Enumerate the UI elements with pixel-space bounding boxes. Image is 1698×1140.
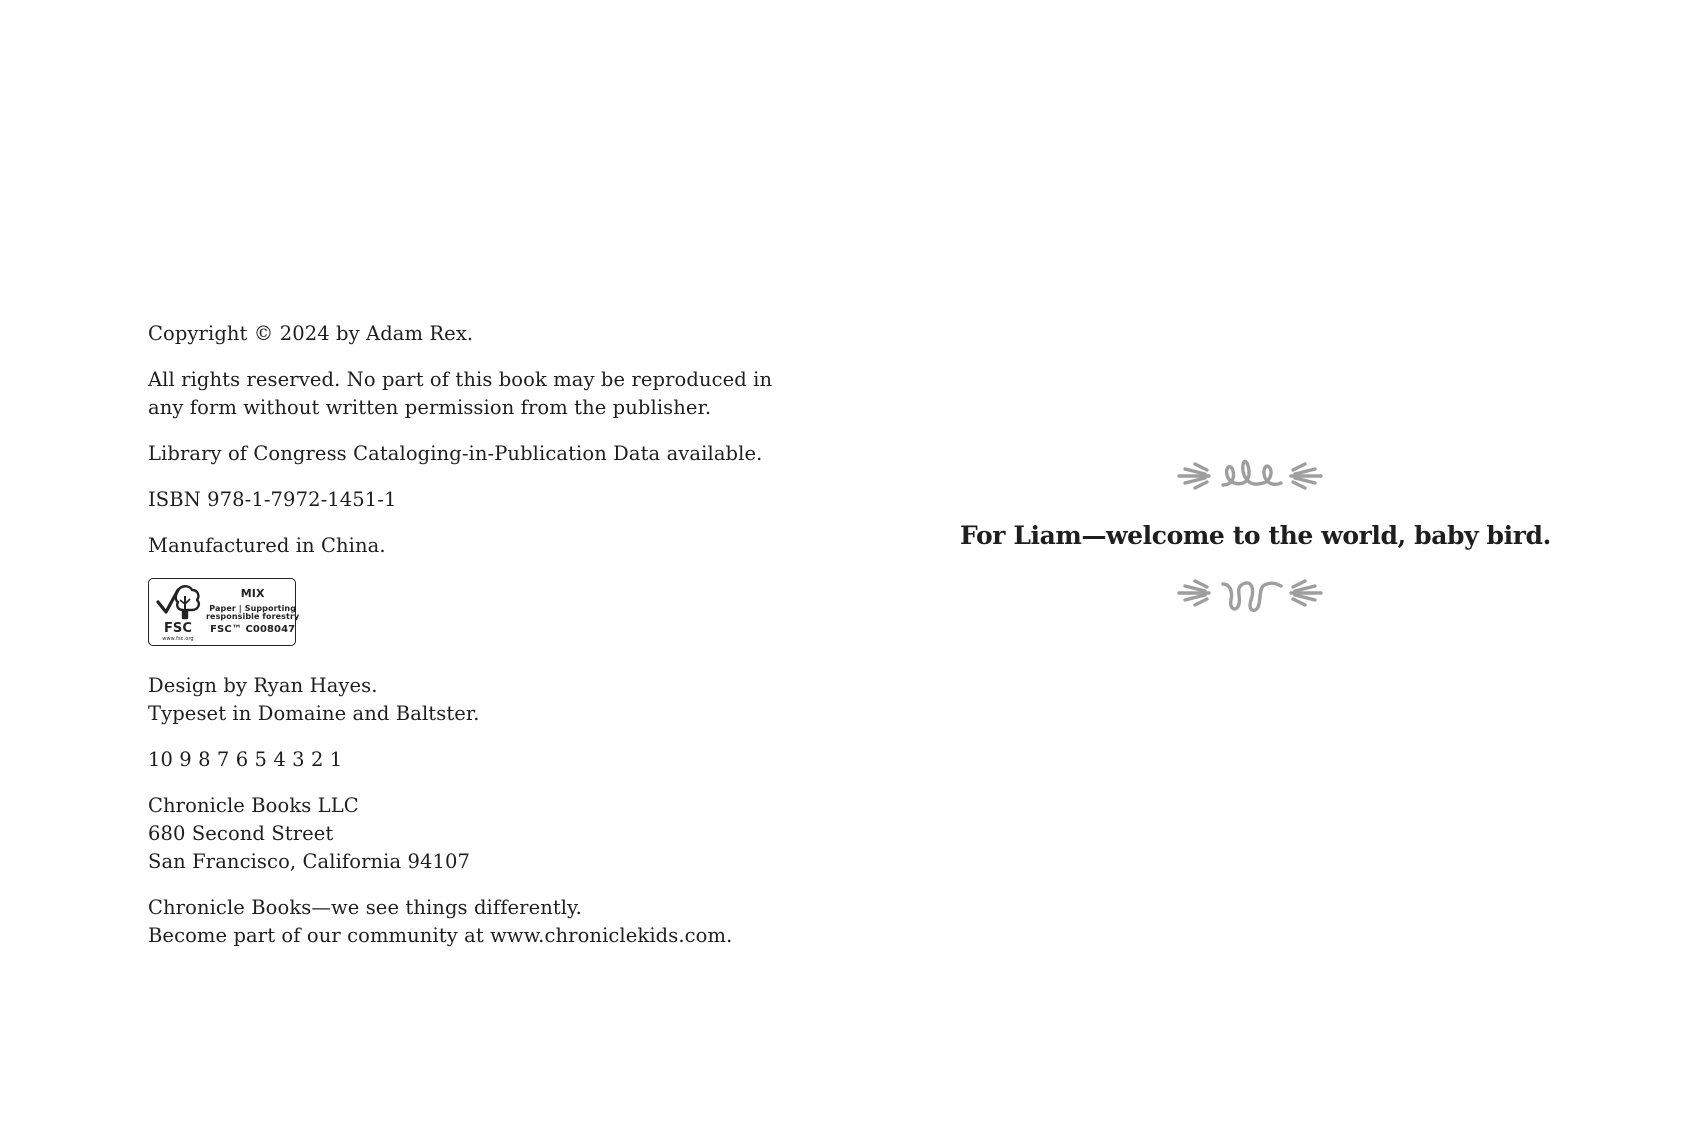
- copyright-line: Copyright © 2024 by Adam Rex.: [148, 322, 474, 345]
- design-credits: [148, 672, 788, 728]
- publisher-street: 680 Second Street: [148, 822, 334, 845]
- isbn-line: ISBN 978-1-7972-1451-1: [148, 488, 397, 511]
- dedication-block: [960, 455, 1551, 616]
- copyright-notice: [148, 320, 788, 348]
- fsc-code: FSC™ C008047: [210, 624, 296, 636]
- fsc-tree-check-icon: [154, 582, 206, 642]
- manufactured-line: Manufactured in China.: [148, 534, 386, 557]
- fsc-mix: MIX: [240, 587, 265, 601]
- ornament-top-icon: [1175, 455, 1325, 495]
- rights-line-1: All rights reserved. No part of this book may be reproduced in: [148, 368, 773, 391]
- fsc-label: FSC: [163, 621, 193, 636]
- publisher-name: Chronicle Books LLC: [148, 794, 359, 817]
- publisher-city: San Francisco, California 94107: [148, 850, 471, 873]
- tagline-line-1: Chronicle Books—we see things differently.: [148, 896, 582, 919]
- fsc-url: www.fsc.org: [162, 636, 194, 642]
- design-line-2: Typeset in Domaine and Baltster.: [148, 702, 480, 725]
- fsc-line-1: Paper | Supporting: [209, 603, 297, 613]
- cip-line: Library of Congress Cataloging-in-Publication Data available.: [148, 442, 763, 465]
- rights-line-2: any form without written permission from the publisher.: [148, 396, 712, 419]
- tagline-line-2: Become part of our community at www.chroniclekids.com.: [148, 924, 733, 947]
- fsc-text: [206, 588, 299, 636]
- fsc-logo: [148, 578, 300, 646]
- copyright-block: [148, 320, 788, 968]
- rights-reserved: [148, 366, 788, 422]
- publisher-tagline: [148, 894, 788, 950]
- fsc-line-2: responsible forestry: [206, 612, 300, 622]
- dedication-text: For Liam—welcome to the world, baby bird.: [960, 521, 1551, 550]
- design-line-1: Design by Ryan Hayes.: [148, 674, 378, 697]
- publisher-address: [148, 792, 788, 876]
- isbn: [148, 486, 788, 514]
- ornament-bottom-icon: [1175, 572, 1325, 616]
- printing-line: [148, 746, 788, 774]
- cip-data: [148, 440, 788, 468]
- manufactured: [148, 532, 788, 560]
- printing-numbers: 10 9 8 7 6 5 4 3 2 1: [148, 748, 343, 771]
